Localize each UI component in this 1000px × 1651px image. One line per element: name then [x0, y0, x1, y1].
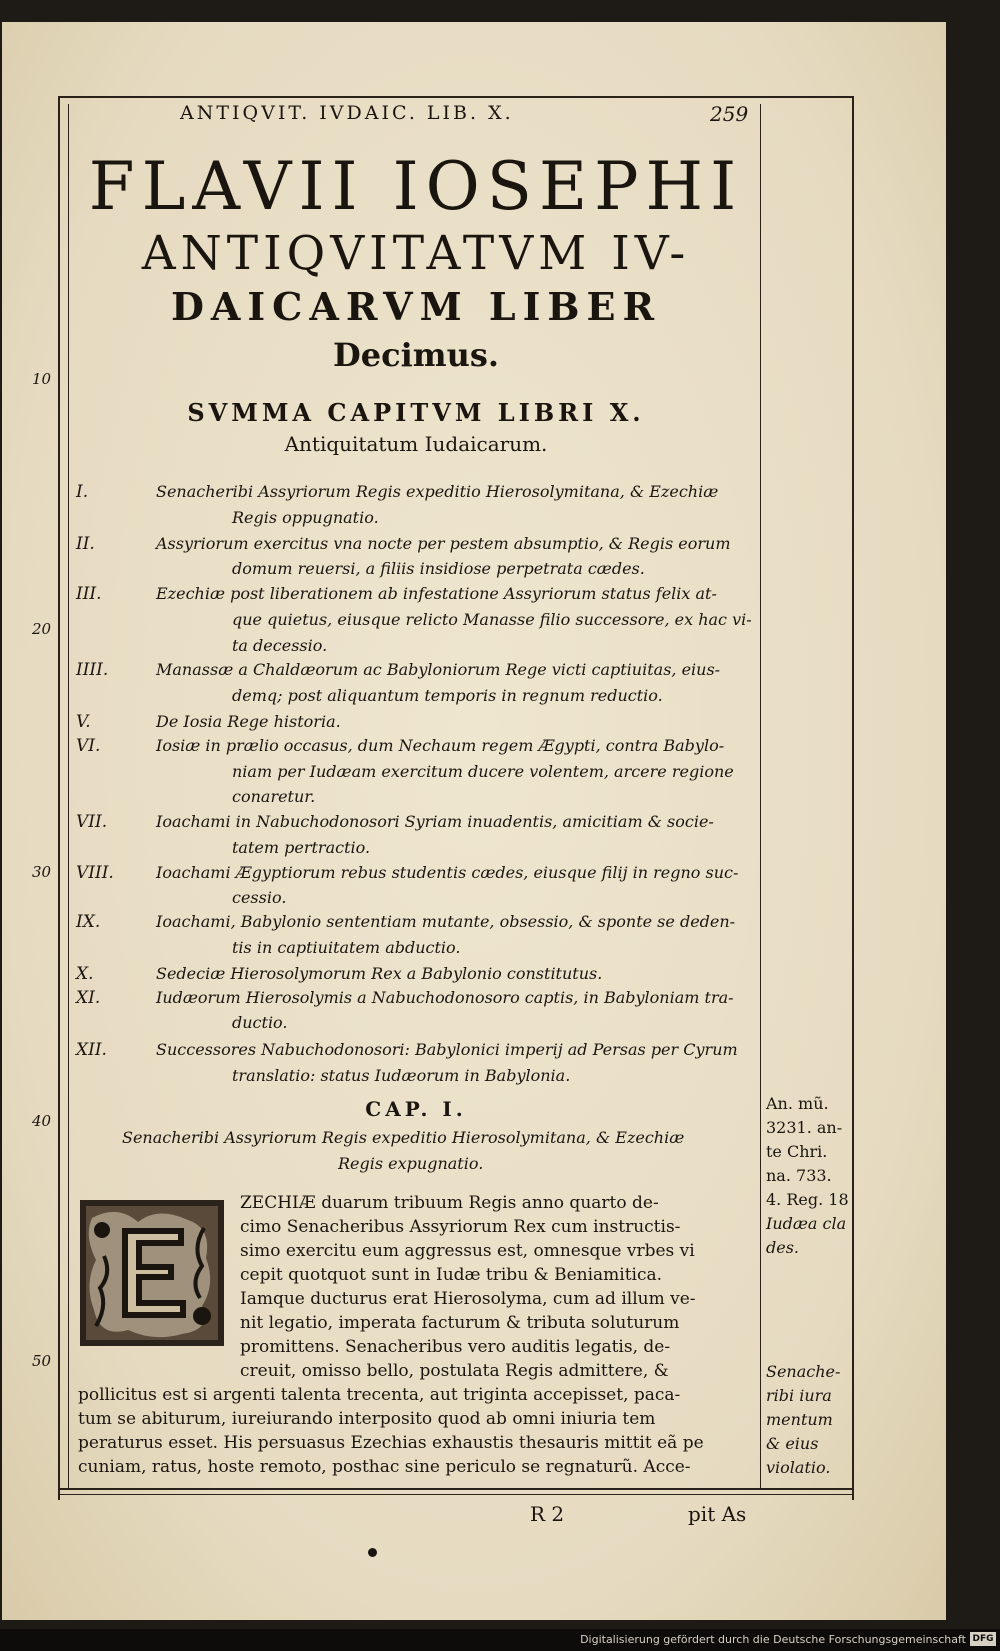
- toc-text: Ezechiæ post liberationem ab infestatione Assyriorum status felix at-: [156, 584, 717, 603]
- frame-rule-top: [58, 96, 854, 98]
- toc-text: Iudæorum Hierosolymis a Nabuchodonosoro captis, in Babyloniam tra-: [156, 988, 734, 1007]
- chapter-heading: CAP. I.: [365, 1097, 467, 1121]
- book-title-line-3: DAICARVM LIBER: [170, 284, 662, 329]
- folio-number: 259: [710, 102, 749, 126]
- line-number: 10: [32, 370, 52, 388]
- margin-note-oath: & eius: [766, 1434, 819, 1453]
- toc-text: tis in captiuitatem abductio.: [232, 938, 461, 957]
- text-column-rule-right: [760, 104, 761, 1488]
- dfg-logo: DFG: [970, 1632, 996, 1646]
- toc-text: Manassæ a Chaldæorum ac Babyloniorum Rege victi captiuitas, eius-: [156, 660, 721, 679]
- margin-note-oath: mentum: [766, 1410, 833, 1429]
- decorated-initial-e-icon: [78, 1198, 226, 1348]
- body-line: tum se abiturum, iureiurando interposito quod ab omni iniuria tem: [78, 1409, 656, 1429]
- body-line: nit legatio, imperata facturum & tributa soluturum: [240, 1313, 680, 1333]
- toc-number: V.: [76, 712, 91, 732]
- toc-number: XII.: [76, 1040, 107, 1060]
- running-head: ANTIQVIT. IVDAIC. LIB. X.: [180, 102, 514, 124]
- chapter-subtitle-line-1: Senacheribi Assyriorum Regis expeditio Hierosolymitana, & Ezechiæ: [122, 1128, 685, 1147]
- toc-number: VIII.: [76, 863, 114, 883]
- toc-text: domum reuersi, a filiis insidiose perpetrata cædes.: [232, 559, 645, 578]
- body-line: Iamque ducturus erat Hierosolyma, cum ad illum ve-: [240, 1289, 696, 1309]
- toc-text: Sedeciæ Hierosolymorum Rex a Babylonio constitutus.: [156, 964, 603, 983]
- toc-text: que quietus, eiusque relicto Manasse filio successore, ex hac vi-: [232, 610, 752, 629]
- toc-number: II.: [76, 534, 95, 554]
- toc-text: niam per Iudæam exercitum ducere volentem, arcere regione: [232, 762, 734, 781]
- toc-text: conaretur.: [232, 787, 316, 806]
- toc-number: XI.: [76, 988, 101, 1008]
- ink-dot: [368, 1548, 377, 1557]
- toc-text: Senacheribi Assyriorum Regis expeditio Hierosolymitana, & Ezechiæ: [156, 482, 719, 501]
- toc-text: Ioachami Ægyptiorum rebus studentis cædes, eiusque filij in regno suc-: [156, 863, 739, 882]
- margin-note-oath: Senache-: [766, 1362, 841, 1381]
- toc-text: Successores Nabuchodonosori: Babylonici imperij ad Persas per Cyrum: [156, 1040, 738, 1059]
- toc-text: Ioachami, Babylonio sententiam mutante, obsessio, & sponte se deden-: [156, 912, 736, 931]
- toc-number: VII.: [76, 812, 108, 832]
- body-line: promittens. Senacheribus vero auditis legatis, de-: [240, 1337, 671, 1357]
- summary-heading: SVMMA CAPITVM LIBRI X.: [187, 398, 645, 427]
- chapter-subtitle-line-2: Regis expugnatio.: [338, 1154, 484, 1173]
- body-line: cimo Senacheribus Assyriorum Rex cum instructis-: [240, 1217, 681, 1237]
- toc-text: translatio: status Iudæorum in Babylonia.: [232, 1066, 571, 1085]
- toc-text: ta decessio.: [232, 636, 328, 655]
- margin-note-date: te Chri.: [766, 1142, 828, 1161]
- line-number: 20: [32, 620, 52, 638]
- book-title-line-4: Decimus.: [332, 336, 500, 374]
- line-number: 50: [32, 1352, 52, 1370]
- toc-text: Ioachami in Nabuchodonosori Syriam inuadentis, amicitiam & socie-: [156, 812, 714, 831]
- line-number: 30: [32, 863, 52, 881]
- toc-number: X.: [76, 964, 94, 984]
- frame-rule-left: [58, 96, 60, 1500]
- book-title-line-2: ANTIQVITATVM IV-: [141, 226, 691, 281]
- body-line: creuit, omisso bello, postulata Regis admittere, &: [240, 1361, 669, 1381]
- body-line: cuniam, ratus, hoste remoto, posthac sine periculo se regnaturũ. Acce-: [78, 1457, 691, 1477]
- toc-text: ductio.: [232, 1013, 288, 1032]
- toc-text: cessio.: [232, 888, 287, 907]
- margin-note-date: 3231. an-: [766, 1118, 843, 1137]
- digitization-credit: Digitalisierung gefördert durch die Deutsche Forschungsgemeinschaft: [580, 1633, 966, 1646]
- margin-note-oath: ribi iura: [766, 1386, 832, 1405]
- body-line: ZECHIÆ duarum tribuum Regis anno quarto de-: [240, 1193, 659, 1213]
- toc-text: tatem pertractio.: [232, 838, 371, 857]
- toc-text: demq; post aliquantum temporis in regnum reductio.: [232, 686, 663, 705]
- frame-rule-bottom: [58, 1488, 854, 1490]
- body-line: peraturus esset. His persuasus Ezechias exhaustis thesauris mittit eã pe: [78, 1433, 704, 1453]
- margin-note-date: 4. Reg. 18: [766, 1190, 849, 1209]
- text-column-rule-left: [68, 104, 69, 1488]
- frame-rule-right: [852, 96, 854, 1500]
- body-line: cepit quotquot sunt in Iudæ tribu & Beniamitica.: [240, 1265, 663, 1285]
- margin-note-date: des.: [766, 1238, 800, 1257]
- body-line: simo exercitu eum aggressus est, omnesque vrbes vi: [240, 1241, 695, 1261]
- line-number: 40: [32, 1112, 52, 1130]
- margin-note-date: Iudæa cla: [766, 1214, 847, 1233]
- toc-text: Iosiæ in prælio occasus, dum Nechaum regem Ægypti, contra Babylo-: [156, 736, 725, 755]
- toc-number: I.: [76, 482, 89, 502]
- catchword: pit As: [688, 1502, 747, 1526]
- body-line: pollicitus est si argenti talenta trecenta, aut triginta accepisset, paca-: [78, 1385, 681, 1405]
- signature-mark: R 2: [530, 1502, 565, 1526]
- toc-number: IIII.: [76, 660, 109, 680]
- book-title-line-1: FLAVII IOSEPHI: [88, 148, 744, 225]
- toc-text: Regis oppugnatio.: [232, 508, 379, 527]
- margin-note-date: na. 733.: [766, 1166, 832, 1185]
- toc-number: III.: [76, 584, 102, 604]
- margin-note-date: An. mũ.: [766, 1094, 829, 1113]
- frame-rule-bottom-inner: [58, 1494, 854, 1495]
- margin-note-oath: violatio.: [766, 1458, 831, 1477]
- toc-number: VI.: [76, 736, 101, 756]
- toc-number: IX.: [76, 912, 101, 932]
- toc-text: De Iosia Rege historia.: [156, 712, 341, 731]
- summary-subheading: Antiquitatum Iudaicarum.: [284, 432, 548, 456]
- toc-text: Assyriorum exercitus vna nocte per pestem absumptio, & Regis eorum: [156, 534, 731, 553]
